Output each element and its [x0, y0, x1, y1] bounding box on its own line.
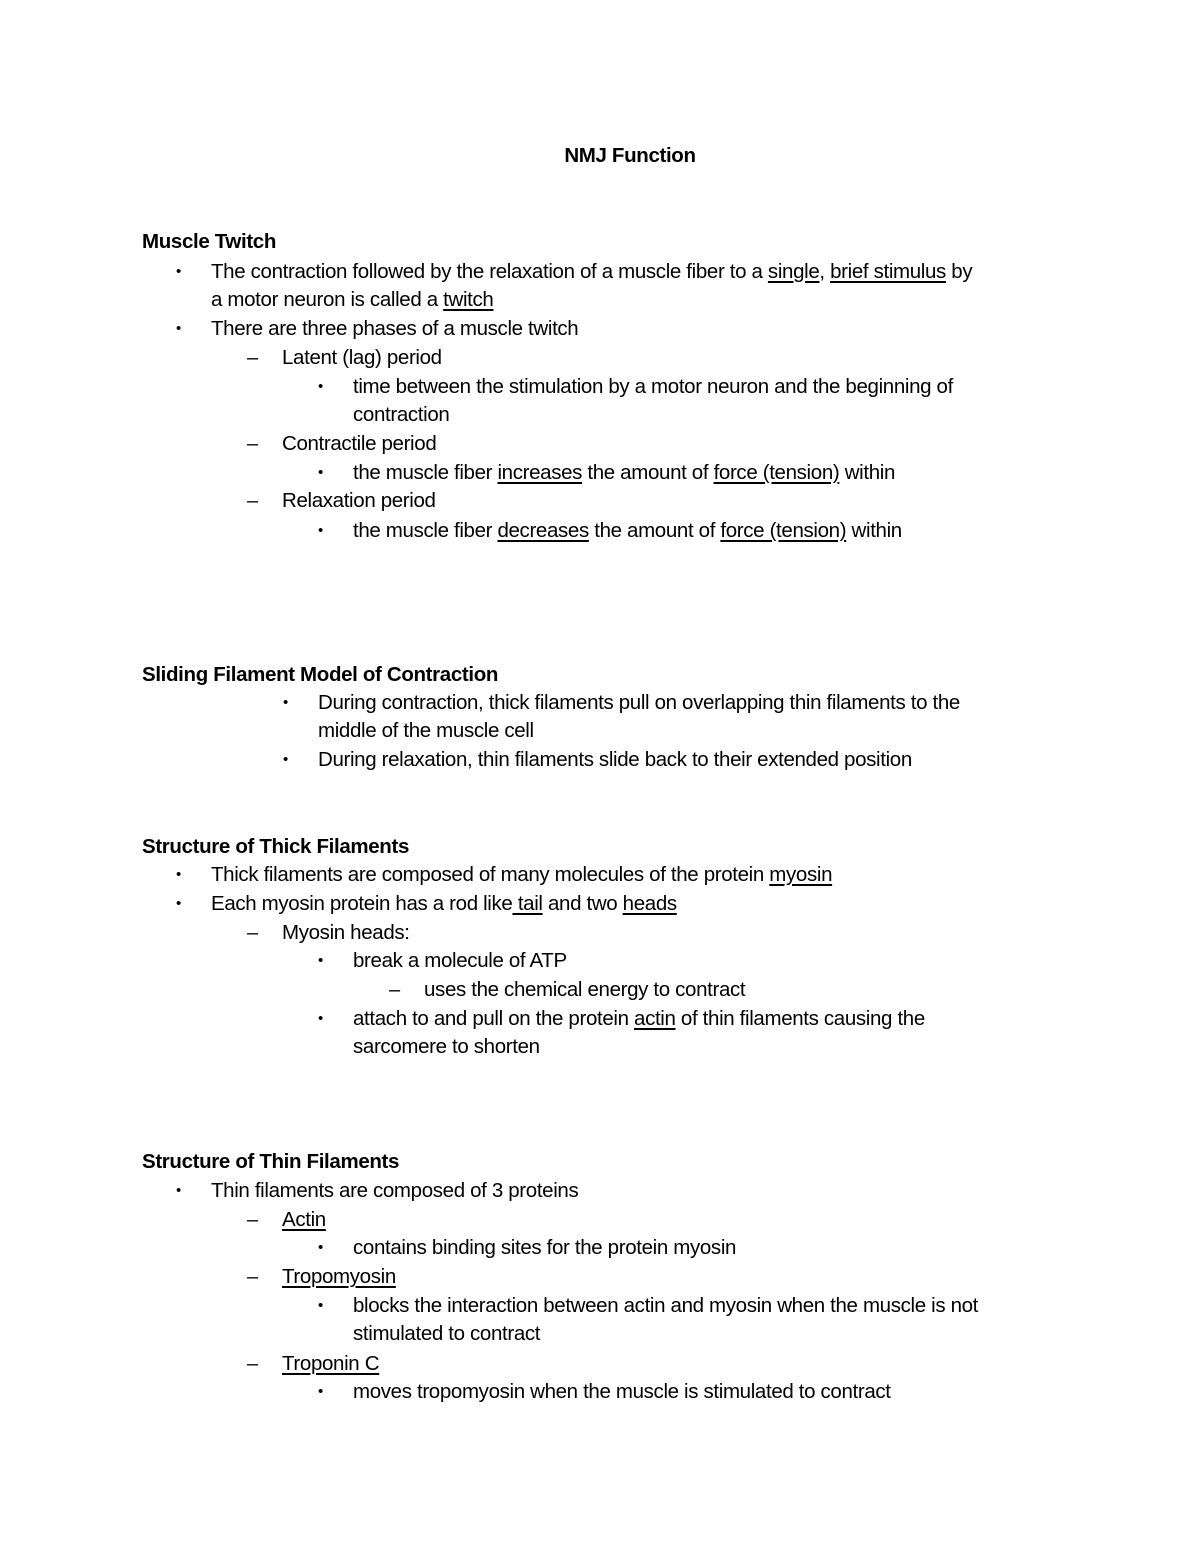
list-item: Latent (lag) period — [282, 346, 442, 369]
list-item: the muscle fiber decreases the amount of force (tension) within — [353, 519, 902, 542]
list-item-continuation: sarcomere to shorten — [353, 1035, 540, 1058]
list-item: During contraction, thick filaments pull on overlapping thin filaments to the — [318, 691, 960, 714]
bullet-icon: • — [176, 320, 182, 337]
list-item: Troponin C — [282, 1352, 380, 1375]
list-item: Thin filaments are composed of 3 proteins — [211, 1179, 579, 1202]
bullet-icon: • — [318, 1239, 324, 1256]
list-item: Contractile period — [282, 432, 437, 455]
list-item: time between the stimulation by a motor neuron and the beginning of — [353, 375, 953, 398]
list-item: contains binding sites for the protein myosin — [353, 1236, 737, 1259]
bullet-icon: • — [318, 1383, 324, 1400]
section-heading-thick-filaments: Structure of Thick Filaments — [142, 835, 410, 858]
list-item-continuation: a motor neuron is called a twitch — [211, 288, 494, 311]
bullet-icon: • — [283, 751, 289, 768]
list-item: Thick filaments are composed of many molecules of the protein myosin — [211, 863, 833, 886]
list-item: the muscle fiber increases the amount of force (tension) within — [353, 461, 896, 484]
list-item: There are three phases of a muscle twitch — [211, 317, 579, 340]
bullet-icon: • — [318, 522, 324, 539]
list-item-continuation: middle of the muscle cell — [318, 719, 534, 742]
bullet-icon: • — [318, 952, 324, 969]
list-item: blocks the interaction between actin and myosin when the muscle is not — [353, 1294, 979, 1317]
page-title: NMJ Function — [564, 144, 696, 167]
list-item: During relaxation, thin filaments slide back to their extended position — [318, 748, 912, 771]
list-item: Each myosin protein has a rod like tail and two heads — [211, 892, 677, 915]
bullet-icon: • — [283, 694, 289, 711]
bullet-icon: • — [176, 1182, 182, 1199]
section-heading-sliding-filament: Sliding Filament Model of Contraction — [142, 663, 499, 686]
bullet-icon: • — [318, 1297, 324, 1314]
dash-icon: – — [389, 979, 401, 1001]
dash-icon: – — [247, 922, 259, 944]
bullet-icon: • — [318, 378, 324, 395]
dash-icon: – — [247, 1353, 259, 1375]
list-item: Myosin heads: — [282, 921, 410, 944]
bullet-icon: • — [318, 1010, 324, 1027]
bullet-icon: • — [176, 866, 182, 883]
list-item: The contraction followed by the relaxation of a muscle fiber to a single, brief stimulus by — [211, 260, 973, 283]
dash-icon: – — [247, 347, 259, 369]
dash-icon: – — [247, 433, 259, 455]
bullet-icon: • — [176, 895, 182, 912]
list-item-continuation: contraction — [353, 403, 450, 426]
bullet-icon: • — [318, 464, 324, 481]
list-item: Tropomyosin — [282, 1265, 396, 1288]
dash-icon: – — [247, 490, 259, 512]
list-item: break a molecule of ATP — [353, 949, 567, 972]
dash-icon: – — [247, 1266, 259, 1288]
dash-icon: – — [247, 1209, 259, 1231]
list-item: Relaxation period — [282, 489, 436, 512]
section-heading-muscle-twitch: Muscle Twitch — [142, 230, 277, 253]
list-item: attach to and pull on the protein actin of thin filaments causing the — [353, 1007, 925, 1030]
list-item: moves tropomyosin when the muscle is stimulated to contract — [353, 1380, 891, 1403]
section-heading-thin-filaments: Structure of Thin Filaments — [142, 1150, 400, 1173]
list-item: Actin — [282, 1208, 326, 1231]
list-item: uses the chemical energy to contract — [424, 978, 746, 1001]
bullet-icon: • — [176, 263, 182, 280]
list-item-continuation: stimulated to contract — [353, 1322, 541, 1345]
